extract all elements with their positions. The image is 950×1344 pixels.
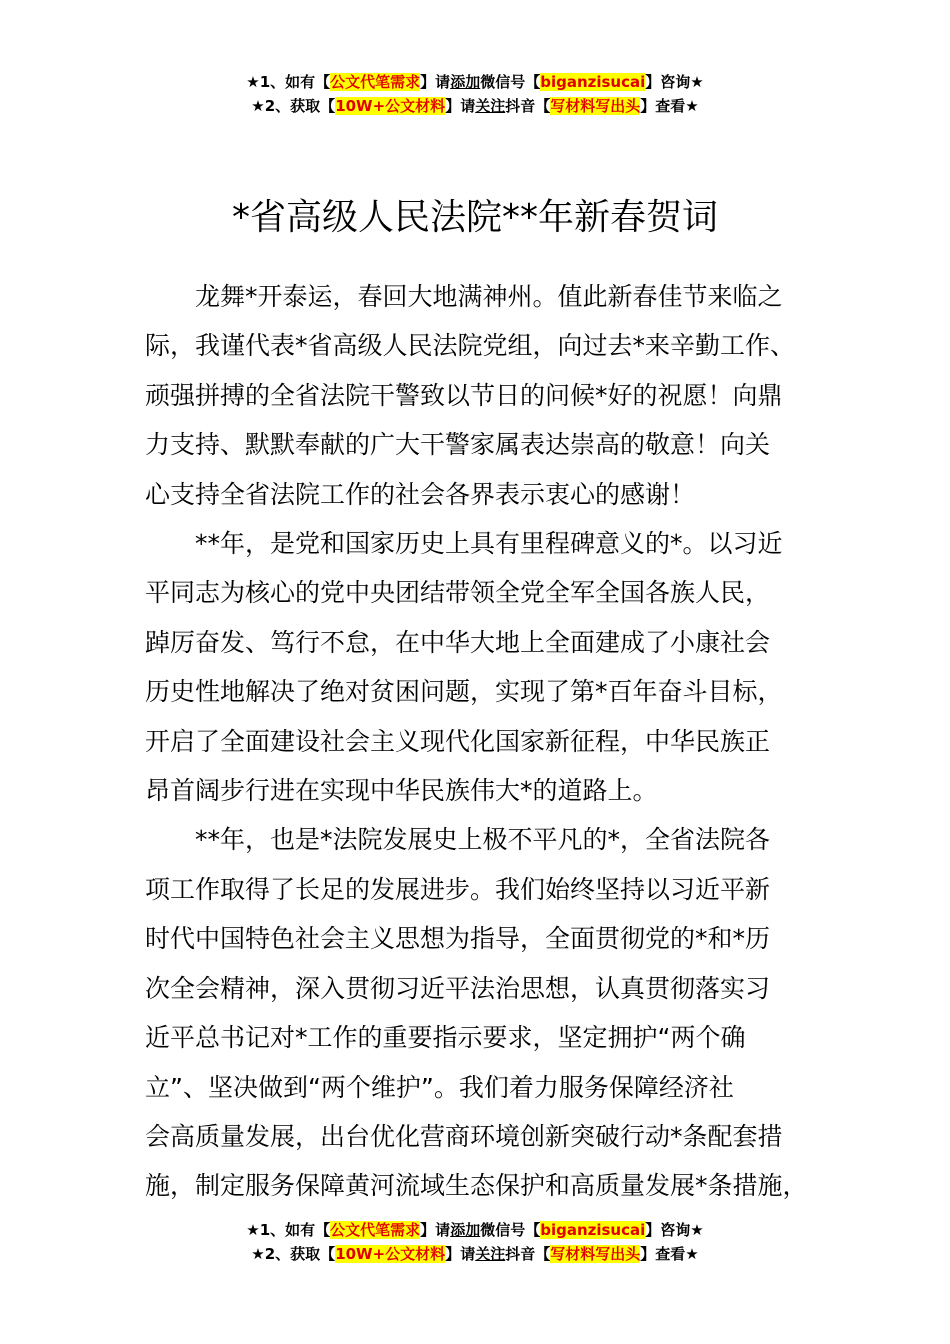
highlight-label: 10W+公文材料 xyxy=(335,1245,446,1263)
text-line: 力支持、默默奉献的广大干警家属表达崇高的敬意！向关 xyxy=(145,430,771,460)
text-line: 心支持全省法院工作的社会各界表示衷心的感谢！ xyxy=(145,479,696,509)
text-line: 昂首阔步行进在实现中华民族伟大*的道路上。 xyxy=(145,776,658,806)
text-line: 踔厉奋发、笃行不怠，在中华大地上全面建成了小康社会 xyxy=(145,627,771,657)
paragraph-1 xyxy=(145,272,810,519)
header-banner-line-1: ★1、如有【公文代笔需求】请添加微信号【biganzisucai】咨询★ xyxy=(246,73,704,91)
header-banner-line-2: ★2、获取【10W+公文材料】请关注抖音【写材料写出头】查看★ xyxy=(251,97,699,115)
text-line: 际，我谨代表*省高级人民法院党组，向过去*来辛勤工作、 xyxy=(145,331,796,361)
text-line: 施，制定服务保障黄河流域生态保护和高质量发展*条措施， xyxy=(145,1171,808,1201)
text-line: 次全会精神，深入贯彻习近平法治思想，认真贯彻落实习 xyxy=(145,973,771,1003)
text-line: 平同志为核心的党中央团结带领全党全军全国各族人民， xyxy=(145,578,771,608)
highlight-label: 公文代笔需求 xyxy=(330,1221,421,1239)
text-line: 龙舞*开泰运，春回大地满神州。值此新春佳节来临之 xyxy=(195,282,783,311)
text-line: 立”、坚决做到“两个维护”。我们着力服务保障经济社 xyxy=(145,1072,734,1102)
highlight-label: 10W+公文材料 xyxy=(335,97,446,115)
text-line: **年，也是*法院发展史上极不平凡的*，全省法院各 xyxy=(195,825,771,855)
text-line: 顽强拼搏的全省法院干警致以节日的问候*好的祝愿！向鼎 xyxy=(145,380,783,410)
highlight-label: 公文代笔需求 xyxy=(330,73,421,91)
text-line: **年，是党和国家历史上具有里程碑意义的*。以习近 xyxy=(195,529,783,559)
douyin-account: 写材料写出头 xyxy=(550,97,641,115)
text-line: 时代中国特色社会主义思想为指导，全面贯彻党的*和*历 xyxy=(145,924,771,954)
document-body xyxy=(145,272,810,1211)
document-title: *省高级人民法院**年新春贺词 xyxy=(231,197,718,239)
footer-banner xyxy=(0,1218,950,1266)
wechat-id: biganzisucai xyxy=(540,73,646,91)
footer-banner-line-2: ★2、获取【10W+公文材料】请关注抖音【写材料写出头】查看★ xyxy=(251,1245,699,1263)
douyin-account: 写材料写出头 xyxy=(550,1245,641,1263)
wechat-id: biganzisucai xyxy=(540,1221,646,1239)
text-line: 历史性地解决了绝对贫困问题，实现了第*百年奋斗目标， xyxy=(145,677,783,707)
footer-banner-line-1: ★1、如有【公文代笔需求】请添加微信号【biganzisucai】咨询★ xyxy=(246,1221,704,1239)
paragraph-3 xyxy=(145,815,810,1210)
paragraph-2 xyxy=(145,519,810,815)
text-line: 近平总书记对*工作的重要指示要求，坚定拥护“两个确 xyxy=(145,1023,746,1053)
text-line: 会高质量发展，出台优化营商环境创新突破行动*条配套措 xyxy=(145,1121,783,1151)
header-banner xyxy=(0,70,950,118)
text-line: 开启了全面建设社会主义现代化国家新征程，中华民族正 xyxy=(145,726,771,756)
text-line: 项工作取得了长足的发展进步。我们始终坚持以习近平新 xyxy=(145,874,771,904)
